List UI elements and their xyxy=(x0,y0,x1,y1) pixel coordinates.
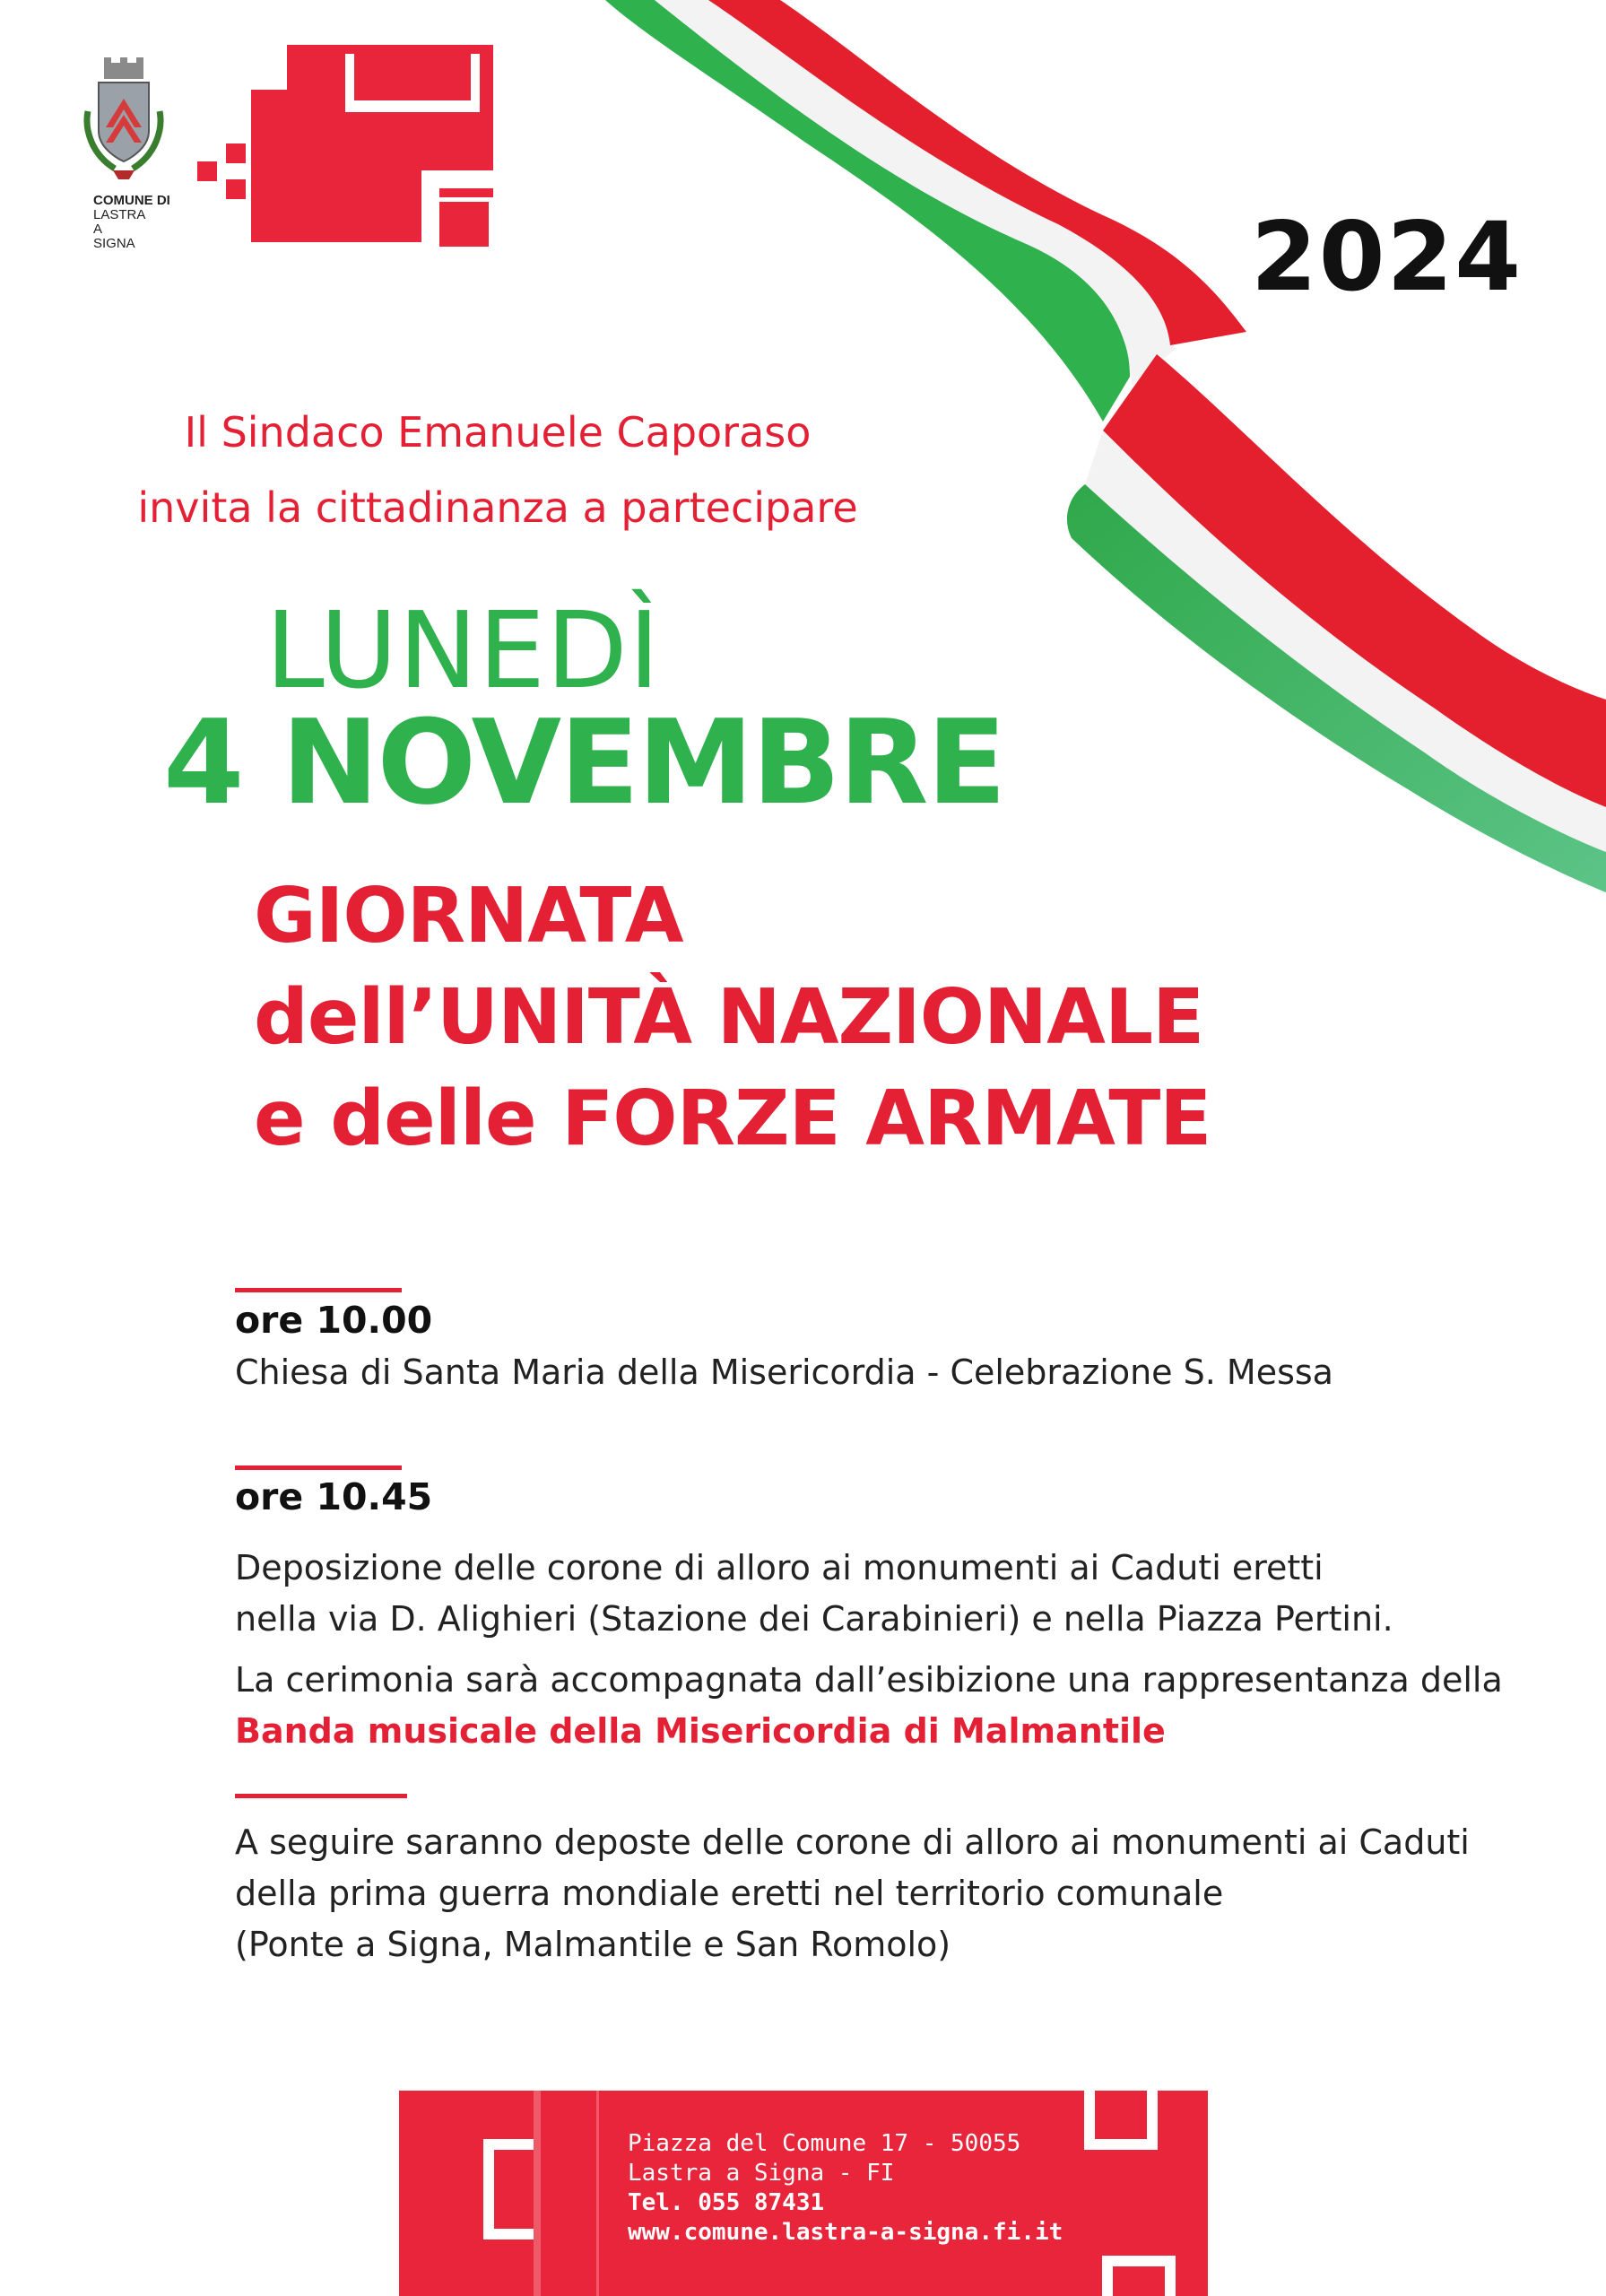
schedule-description xyxy=(235,1817,1470,1970)
schedule-line: A seguire saranno deposte delle corone di alloro ai monumenti ai Caduti xyxy=(235,1822,1470,1862)
schedule-line: Deposizione delle corone di alloro ai monumenti ai Caduti eretti xyxy=(235,1548,1324,1587)
event-title-line: GIORNATA xyxy=(254,872,683,961)
municipal-crest-icon xyxy=(79,57,169,192)
footer-phone: Tel. 055 87431 xyxy=(628,2189,825,2216)
schedule-time: ore 10.00 xyxy=(235,1299,433,1342)
band-name: Banda musicale della Misericordia di Malmantile xyxy=(235,1711,1166,1751)
year: 2024 xyxy=(1251,202,1524,312)
event-title-line: dell’UNITÀ NAZIONALE xyxy=(254,973,1204,1062)
invitation xyxy=(126,395,870,545)
municipality-line: LASTRA xyxy=(93,207,146,222)
schedule-line: della prima guerra mondiale eretti nel territorio comunale xyxy=(235,1874,1224,1913)
schedule-description xyxy=(235,1347,1333,1398)
schedule-line: (Ponte a Signa, Malmantile e San Romolo) xyxy=(235,1925,951,1964)
footer-contacts xyxy=(628,2129,1063,2248)
footer-address-2: Lastra a Signa - FI xyxy=(628,2160,895,2187)
schedule-line: La cerimonia sarà accompagnata dall’esibizione una rappresentanza della xyxy=(235,1660,1503,1700)
municipality-line: COMUNE DI xyxy=(93,193,170,208)
municipality-line: A xyxy=(93,222,103,237)
event-title-line: e delle FORZE ARMATE xyxy=(254,1074,1211,1163)
schedule-time: ore 10.45 xyxy=(235,1475,433,1518)
schedule-line: Chiesa di Santa Maria della Misericordia - Celebrazione S. Messa xyxy=(235,1352,1333,1392)
municipality-name xyxy=(93,194,170,251)
section-divider xyxy=(235,1794,407,1798)
municipality-line: SIGNA xyxy=(93,236,135,251)
invitation-line-2: invita la cittadinanza a partecipare xyxy=(137,483,858,532)
schedule-description xyxy=(235,1543,1393,1645)
event-day: LUNEDÌ xyxy=(265,588,661,712)
schedule-line: nella via D. Alighieri (Stazione dei Carabinieri) e nella Piazza Pertini. xyxy=(235,1599,1393,1639)
footer-address-1: Piazza del Comune 17 - 50055 xyxy=(628,2130,1021,2157)
section-divider xyxy=(235,1465,402,1470)
footer-website[interactable]: www.comune.lastra-a-signa.fi.it xyxy=(628,2219,1063,2246)
invitation-line-1: Il Sindaco Emanuele Caporaso xyxy=(184,408,812,457)
comune-logo-mark xyxy=(197,45,493,251)
section-divider xyxy=(235,1288,402,1292)
event-title xyxy=(254,865,1211,1170)
event-date: 4 NOVEMBRE xyxy=(163,694,1005,831)
schedule-description xyxy=(235,1655,1503,1757)
